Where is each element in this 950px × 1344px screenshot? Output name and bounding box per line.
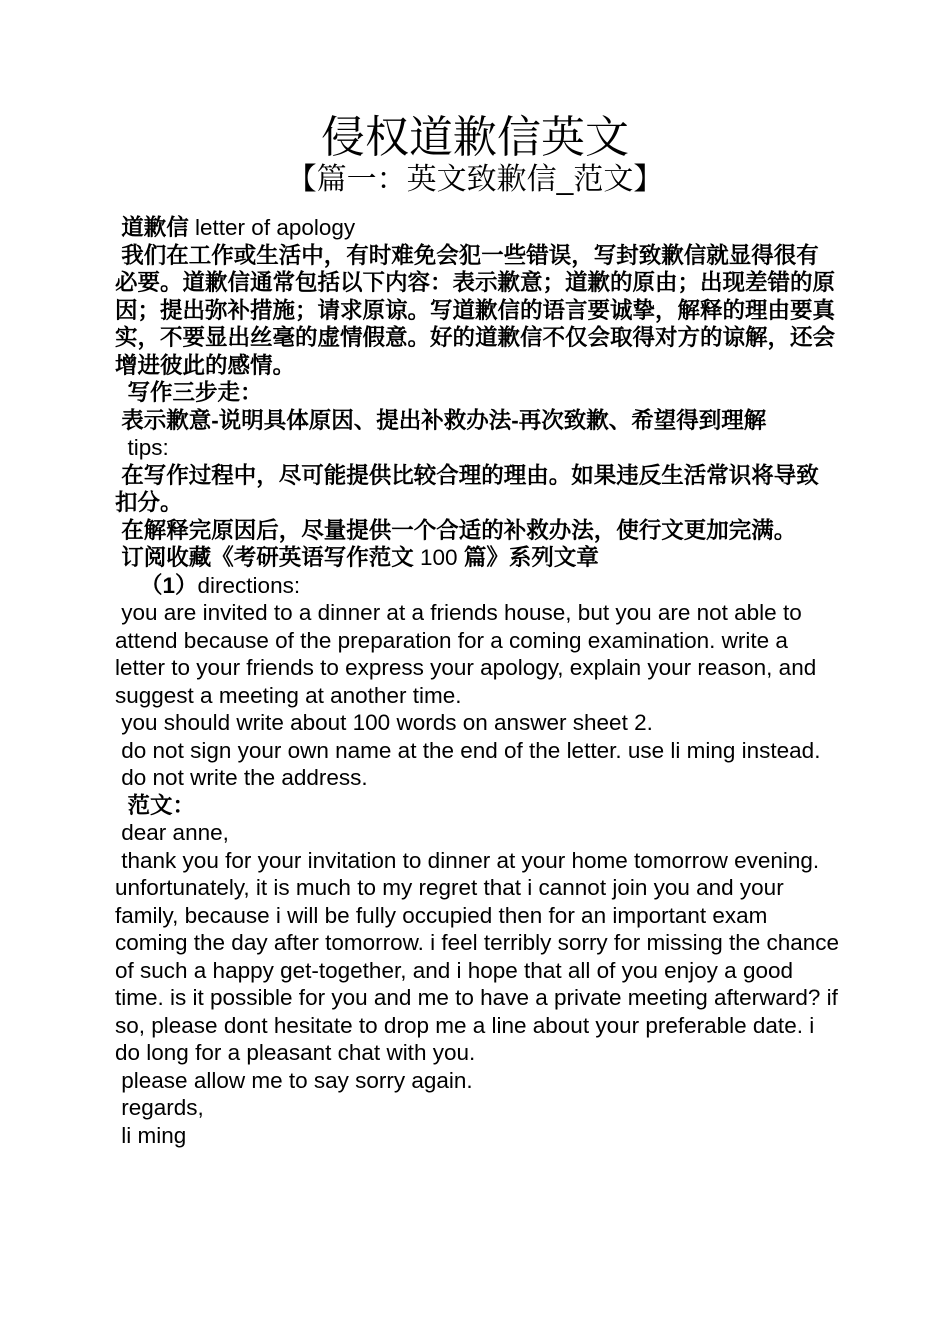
intro-heading-bold: 道歉信 (121, 215, 189, 240)
document-body (115, 214, 846, 1149)
directions-num: （1） (140, 572, 198, 598)
direction-line-text: you are invited to a dinner at a friends house, but you are not able to attend because of the preparation for a coming examination. write a letter to your friends to express your apology, explain your reason, and suggest a meeting at another time. (115, 600, 823, 708)
tips-label-text: tips: (127, 435, 169, 460)
letter-greeting-text: dear anne, (121, 820, 229, 845)
subscribe-a: 订阅收藏《考研英语写作范文 (121, 545, 414, 570)
letter-body-text: thank you for your invitation to dinner at your home tomorrow evening. unfortunately, it is much to my regret that i cannot join you and your family, because i will be fully occupied then for an important exam coming the day after tomorrow. i feel terribly sorry for missing the chance of such a happy get-together, and i hope that all of you enjoy a good time. is it possible for you and me to have a private meeting afterward? if so, please dont hesitate to drop me a line about your preferable date. i do long for a pleasant chat with you. (115, 847, 846, 1065)
letter-greeting (115, 819, 840, 847)
direction-line-text: do not sign your own name at the end of the letter. use li ming instead. (121, 737, 821, 763)
direction-line-text: you should write about 100 words on answer sheet 2. (121, 710, 653, 735)
subscribe-num: 100 (413, 545, 464, 570)
direction-line (115, 737, 840, 765)
steps-heading (115, 379, 840, 407)
direction-line (115, 709, 840, 737)
letter-signature-text: li ming (121, 1122, 187, 1148)
intro-heading (115, 214, 840, 242)
letter-closing (115, 1094, 840, 1122)
tips-label (115, 434, 840, 462)
letter-body (115, 847, 846, 1067)
tip-2 (115, 517, 840, 545)
direction-line-text: do not write the address. (121, 765, 368, 790)
sample-heading (115, 792, 840, 820)
steps-text-content: 表示歉意-说明具体原因、提出补救办法-再次致歉、希望得到理解 (121, 407, 767, 433)
direction-line (115, 599, 840, 709)
directions-heading (115, 572, 840, 600)
intro-heading-rest: letter of apology (188, 215, 356, 240)
letter-signature (115, 1122, 840, 1150)
letter-apology (115, 1067, 840, 1095)
tip-1 (115, 462, 840, 517)
letter-apology-text: please allow me to say sorry again. (121, 1067, 473, 1093)
letter-closing-text: regards, (121, 1095, 204, 1120)
sample-heading-text: 范文： (127, 792, 196, 818)
tip-2-text: 在解释完原因后，尽量提供一个合适的补救办法，使行文更加完满。 (121, 517, 797, 543)
intro-paragraph (115, 242, 840, 380)
steps-text (115, 407, 840, 435)
subscribe-b: 篇》系列文章 (463, 545, 599, 570)
directions-label: directions: (197, 572, 301, 598)
tip-1-text: 在写作过程中，尽可能提供比较合理的理由。如果违反生活常识将导致扣分。 (115, 462, 819, 515)
direction-line (115, 764, 840, 792)
document-subtitle: 【篇一：英文致歉信_范文】 (286, 163, 664, 196)
document-title: 侵权道歉信英文 (321, 113, 629, 162)
intro-paragraph-text: 我们在工作或生活中，有时难免会犯一些错误，写封致歉信就显得很有必要。道歉信通常包括以下内容：表示歉意；道歉的原由；出现差错的原因；提出弥补措施；请求原谅。写道歉信的语言要诚挚，解释的理由要真实，不要显出丝毫的虚情假意。好的道歉信不仅会取得对方的谅解，还会增进彼此的感情。 (115, 242, 836, 378)
steps-heading-text: 写作三步走： (127, 380, 263, 405)
subscribe-line (115, 544, 840, 572)
